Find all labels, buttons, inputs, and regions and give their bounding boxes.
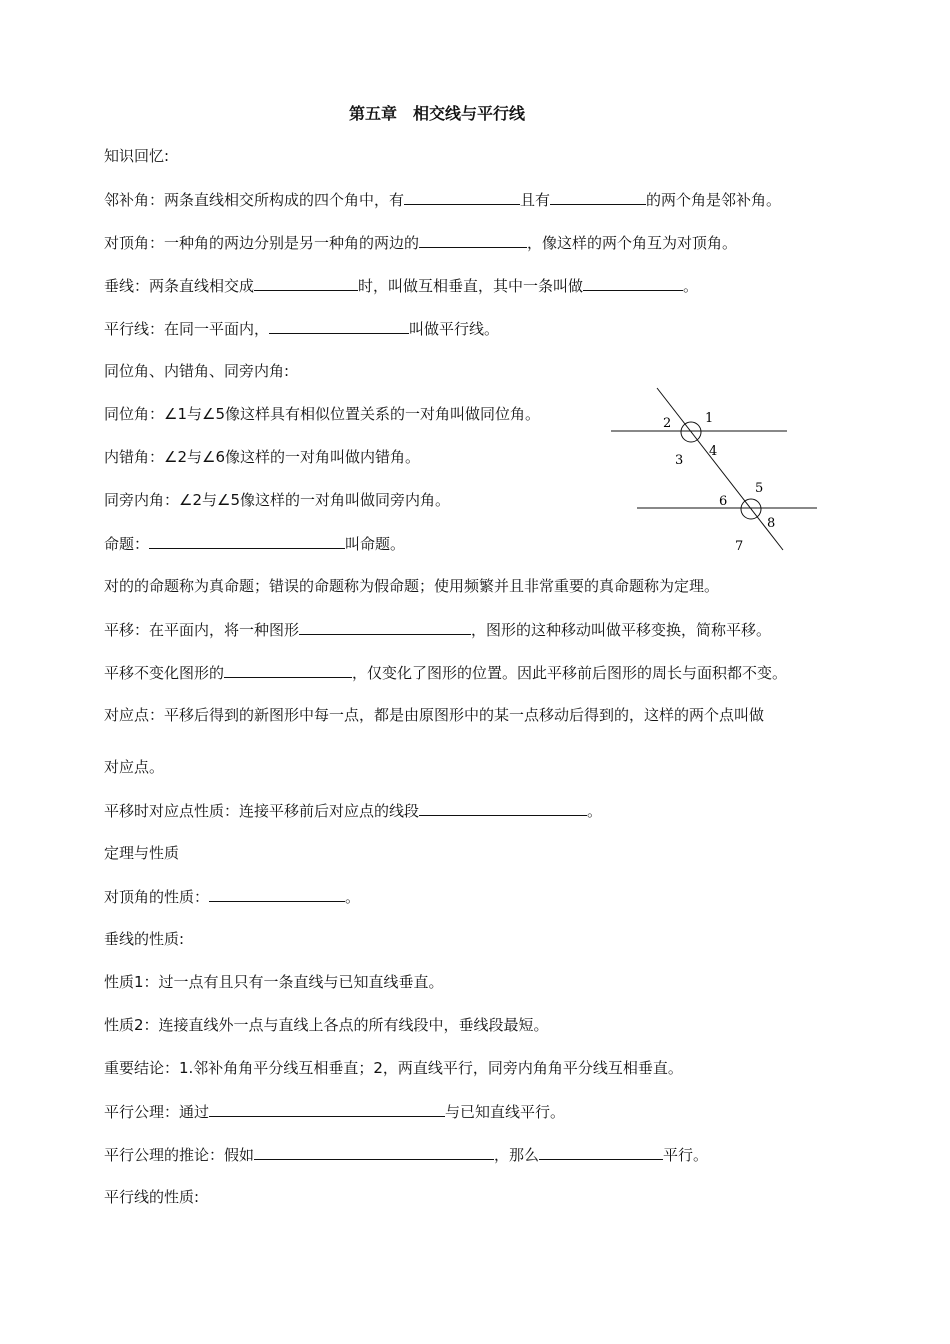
parallel-axiom: 平行公理：通过 与已知直线平行。	[104, 1103, 566, 1121]
section-heading-parallel-properties: 平行线的性质:	[104, 1188, 200, 1206]
angle-label-8: 8	[767, 516, 776, 531]
angle-label-3: 3	[675, 453, 684, 468]
fill-blank[interactable]	[419, 232, 527, 248]
definition-parallel-lines: 平行线：在同一平面内， 叫做平行线。	[104, 320, 500, 338]
definition-perpendicular: 垂线：两条直线相交成 时，叫做互相垂直，其中一条叫做 。	[104, 277, 699, 295]
fill-blank[interactable]	[209, 886, 345, 902]
definition-corresponding-angles: 同位角：∠1与∠5像这样具有相似位置关系的一对角叫做同位角。	[104, 405, 540, 423]
transversal-line	[657, 388, 783, 550]
angle-label-2: 2	[663, 416, 672, 431]
fill-blank[interactable]	[269, 318, 409, 334]
definition-proposition: 命题： 叫命题。	[104, 535, 406, 553]
angle-label-6: 6	[719, 494, 728, 509]
definition-co-interior-angles: 同旁内角：∠2与∠5像这样的一对角叫做同旁内角。	[104, 491, 450, 509]
angle-label-7: 7	[735, 539, 744, 554]
fill-blank[interactable]	[404, 189, 520, 205]
section-heading-angles: 同位角、内错角、同旁内角:	[104, 362, 290, 380]
fill-blank[interactable]	[149, 533, 345, 549]
definition-alternate-angles: 内错角：∠2与∠6像这样的一对角叫做内错角。	[104, 448, 420, 466]
vertical-angles-property: 对顶角的性质： 。	[104, 888, 361, 906]
definition-true-false-theorem: 对的的命题称为真命题；错误的命题称为假命题；使用频繁并且非常重要的真命题称为定理。	[104, 577, 720, 595]
definition-corresponding-points: 对应点：平移后得到的新图形中每一点，都是由原图形中的某一点移动后得到的，这样的两个点叫做	[104, 706, 765, 724]
definition-translation: 平移：在平面内，将一种图形 ，图形的这种移动叫做平移变换，简称平移。	[104, 621, 772, 639]
parallel-axiom-corollary: 平行公理的推论：假如 ，那么 平行。	[104, 1146, 709, 1164]
fill-blank[interactable]	[419, 800, 587, 816]
fill-blank[interactable]	[550, 189, 646, 205]
section-heading-theorems: 定理与性质	[104, 844, 180, 862]
fill-blank[interactable]	[539, 1144, 663, 1160]
perpendicular-property-1: 性质1：过一点有且只有一条直线与已知直线垂直。	[104, 973, 444, 991]
definition-vertical-angles: 对顶角：一种角的两边分别是另一种角的两边的 ，像这样的两个角互为对顶角。	[104, 234, 738, 252]
definition-corresponding-points-end: 对应点。	[104, 758, 165, 776]
fill-blank[interactable]	[254, 275, 358, 291]
important-conclusions: 重要结论：1.邻补角角平分线互相垂直；2，两直线平行，同旁内角角平分线互相垂直。	[104, 1059, 683, 1077]
fill-blank[interactable]	[254, 1144, 494, 1160]
fill-blank[interactable]	[299, 619, 471, 635]
fill-blank[interactable]	[583, 275, 683, 291]
definition-adjacent-angles: 邻补角：两条直线相交所构成的四个角中，有 且有 的两个角是邻补角。	[104, 191, 782, 209]
section-heading-perpendicular-properties: 垂线的性质:	[104, 930, 185, 948]
fill-blank[interactable]	[224, 662, 352, 678]
angle-label-4: 4	[709, 444, 718, 459]
perpendicular-property-2: 性质2：连接直线外一点与直线上各点的所有线段中，垂线段最短。	[104, 1016, 549, 1034]
angle-label-5: 5	[755, 481, 764, 496]
parallel-lines-transversal-diagram	[605, 384, 825, 556]
angle-label-1: 1	[705, 411, 714, 426]
translation-property: 平移不变化图形的 ，仅变化了图形的位置。因此平移前后图形的周长与面积都不变。	[104, 664, 788, 682]
fill-blank[interactable]	[209, 1101, 445, 1117]
page-title: 第五章 相交线与平行线	[348, 104, 525, 123]
section-heading-review: 知识回忆:	[104, 147, 170, 165]
translation-segment-property: 平移时对应点性质：连接平移前后对应点的线段 。	[104, 802, 603, 820]
